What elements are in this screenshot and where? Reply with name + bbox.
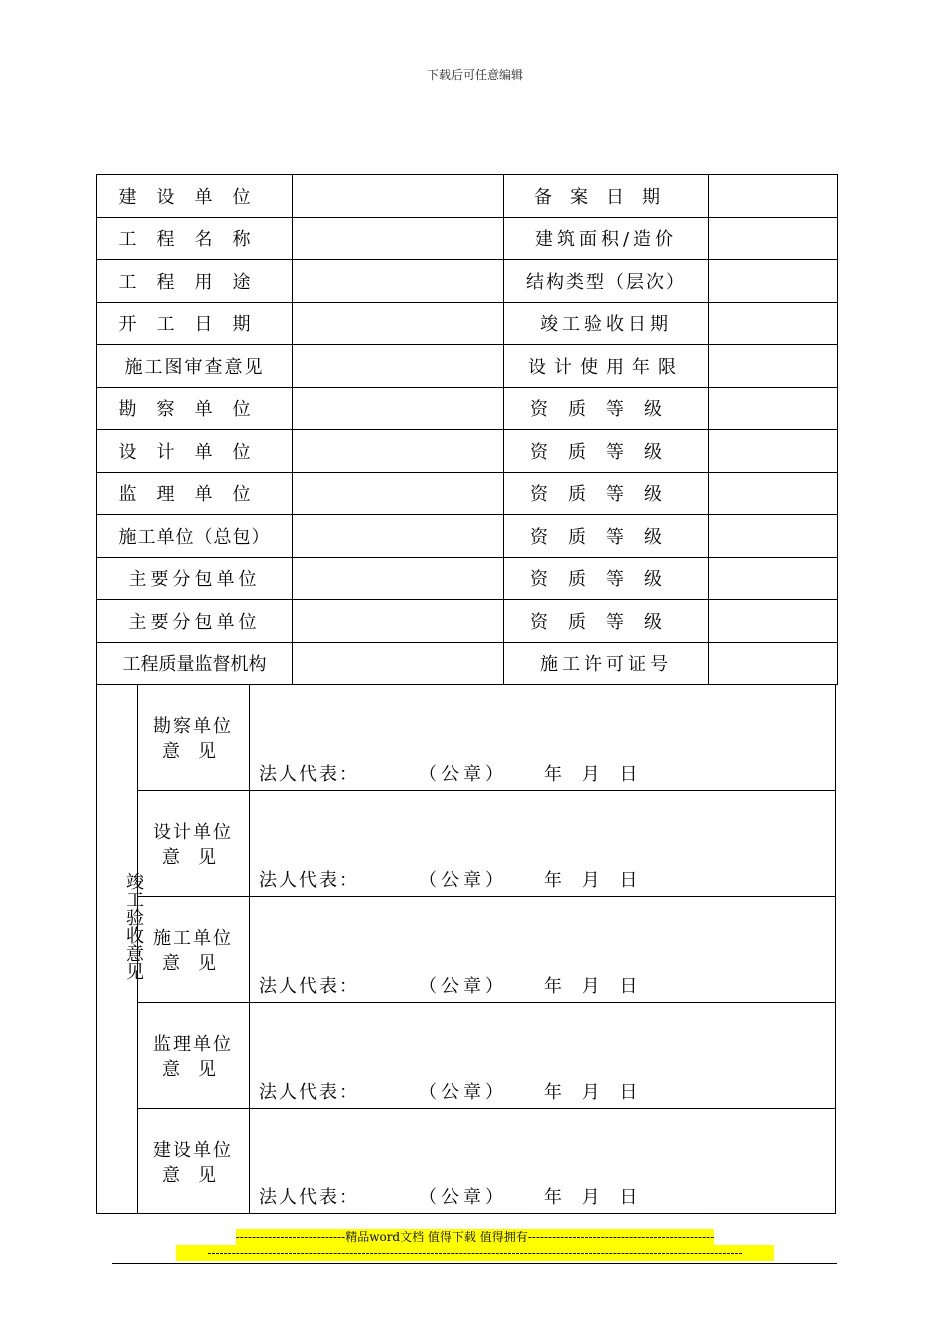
value-cell[interactable]: [709, 345, 838, 388]
seal-label: （公章）: [419, 870, 507, 891]
value-cell[interactable]: [293, 642, 504, 685]
row-label: 施工图审查意见: [97, 345, 293, 388]
row-label-right: 竣工验收日期: [504, 302, 709, 345]
table-row: [97, 600, 838, 643]
value-cell[interactable]: [293, 430, 504, 473]
seal-label: （公章）: [419, 1187, 507, 1208]
table-row: [97, 345, 838, 388]
date-label: 年 月 日: [544, 1082, 638, 1103]
header-note: 下载后可任意编辑: [426, 68, 523, 82]
opinion-title-cell: [97, 684, 144, 1213]
value-cell[interactable]: [709, 302, 838, 345]
table-row: [97, 557, 838, 600]
value-cell[interactable]: [709, 217, 838, 260]
unit-name: 监理单位: [153, 1034, 233, 1055]
footer-banner: [176, 1229, 774, 1261]
opinion-unit-label: [137, 896, 250, 1002]
value-cell[interactable]: [709, 557, 838, 600]
row-label-right: 资质等级: [504, 600, 709, 643]
value-cell[interactable]: [709, 642, 838, 685]
footer-line-1: ---------------------------精品word文档 值得下载 值得拥有----------------------------------------------: [235, 1230, 715, 1244]
opinion-row-construction: [137, 896, 836, 1003]
unit-name: 建设单位: [153, 1140, 233, 1161]
seal-label: （公章）: [419, 764, 507, 785]
opinion-row-design: [137, 790, 836, 897]
legal-rep-label: 法人代表：: [259, 1187, 359, 1208]
row-label-right: 资质等级: [504, 387, 709, 430]
row-label: 工程用途: [97, 260, 293, 303]
opinion-unit-label: [137, 684, 250, 790]
unit-name: 设计单位: [153, 822, 233, 843]
row-label: 开工日期: [97, 302, 293, 345]
date-label: 年 月 日: [544, 870, 638, 891]
seal-label: （公章）: [419, 1082, 507, 1103]
legal-rep-label: 法人代表：: [259, 976, 359, 997]
value-cell[interactable]: [293, 345, 504, 388]
signature-line[interactable]: [259, 1183, 637, 1209]
row-label: 施工单位（总包）: [97, 515, 293, 558]
value-cell[interactable]: [293, 472, 504, 515]
row-label-right: 资质等级: [504, 430, 709, 473]
table-row: [97, 260, 838, 303]
table-row: [97, 515, 838, 558]
row-label: 监理单位: [97, 472, 293, 515]
table-row: [97, 642, 838, 685]
row-label: 工程名称: [97, 217, 293, 260]
row-label-right: 资质等级: [504, 472, 709, 515]
legal-rep-label: 法人代表：: [259, 1082, 359, 1103]
value-cell[interactable]: [709, 472, 838, 515]
legal-rep-label: 法人代表：: [259, 764, 359, 785]
value-cell[interactable]: [293, 217, 504, 260]
unit-suffix: 意见: [162, 1165, 234, 1186]
table-row: [97, 472, 838, 515]
unit-suffix: 意见: [162, 741, 234, 762]
value-cell[interactable]: [293, 175, 504, 218]
row-label: 设计单位: [97, 430, 293, 473]
table-row: [97, 430, 838, 473]
value-cell[interactable]: [709, 515, 838, 558]
date-label: 年 月 日: [544, 1187, 638, 1208]
opinion-unit-label: [137, 1002, 250, 1108]
table-row: [97, 387, 838, 430]
table-row: [97, 175, 838, 218]
row-label: 主要分包单位: [97, 600, 293, 643]
unit-suffix: 意见: [162, 1059, 234, 1080]
opinion-unit-label: [137, 790, 250, 896]
unit-suffix: 意见: [162, 847, 234, 868]
row-label-right: 施工许可证号: [504, 642, 709, 685]
row-label-right: 备案日期: [504, 175, 709, 218]
opinion-row-owner: [137, 1108, 836, 1213]
value-cell[interactable]: [709, 175, 838, 218]
row-label: 主要分包单位: [97, 557, 293, 600]
row-label-right: 结构类型（层次）: [504, 260, 709, 303]
value-cell[interactable]: [709, 430, 838, 473]
footer-divider: [112, 1263, 837, 1264]
opinion-title: 竣工验收意见: [123, 872, 144, 980]
seal-label: （公章）: [419, 976, 507, 997]
row-label-right: 建筑面积/造价: [504, 217, 709, 260]
signature-line[interactable]: [259, 972, 637, 998]
signature-line[interactable]: [259, 1078, 637, 1104]
signature-line[interactable]: [259, 760, 637, 786]
value-cell[interactable]: [709, 387, 838, 430]
table-row: [97, 302, 838, 345]
row-label: 建设单位: [97, 175, 293, 218]
value-cell[interactable]: [293, 557, 504, 600]
table-row: [97, 217, 838, 260]
footer-line-2: ------------------------------------------------------------------------------------------------------------------------------------: [176, 1245, 774, 1261]
legal-rep-label: 法人代表：: [259, 870, 359, 891]
date-label: 年 月 日: [544, 764, 638, 785]
value-cell[interactable]: [293, 600, 504, 643]
opinion-row-survey: [137, 684, 836, 791]
row-label: 工程质量监督机构: [97, 642, 293, 685]
value-cell[interactable]: [293, 302, 504, 345]
opinion-unit-label: [137, 1108, 250, 1213]
row-label-right: 设计使用年限: [504, 345, 709, 388]
value-cell[interactable]: [293, 260, 504, 303]
row-label: 勘察单位: [97, 387, 293, 430]
opinion-row-supervision: [137, 1002, 836, 1109]
signature-line[interactable]: [259, 866, 637, 892]
unit-name: 勘察单位: [153, 716, 233, 737]
project-info-table: [96, 174, 838, 685]
unit-name: 施工单位: [153, 928, 233, 949]
acceptance-opinion-section: [96, 684, 836, 1214]
value-cell[interactable]: [709, 260, 838, 303]
row-label-right: 资质等级: [504, 515, 709, 558]
value-cell[interactable]: [709, 600, 838, 643]
value-cell[interactable]: [293, 515, 504, 558]
row-label-right: 资质等级: [504, 557, 709, 600]
unit-suffix: 意见: [162, 953, 234, 974]
value-cell[interactable]: [293, 387, 504, 430]
date-label: 年 月 日: [544, 976, 638, 997]
